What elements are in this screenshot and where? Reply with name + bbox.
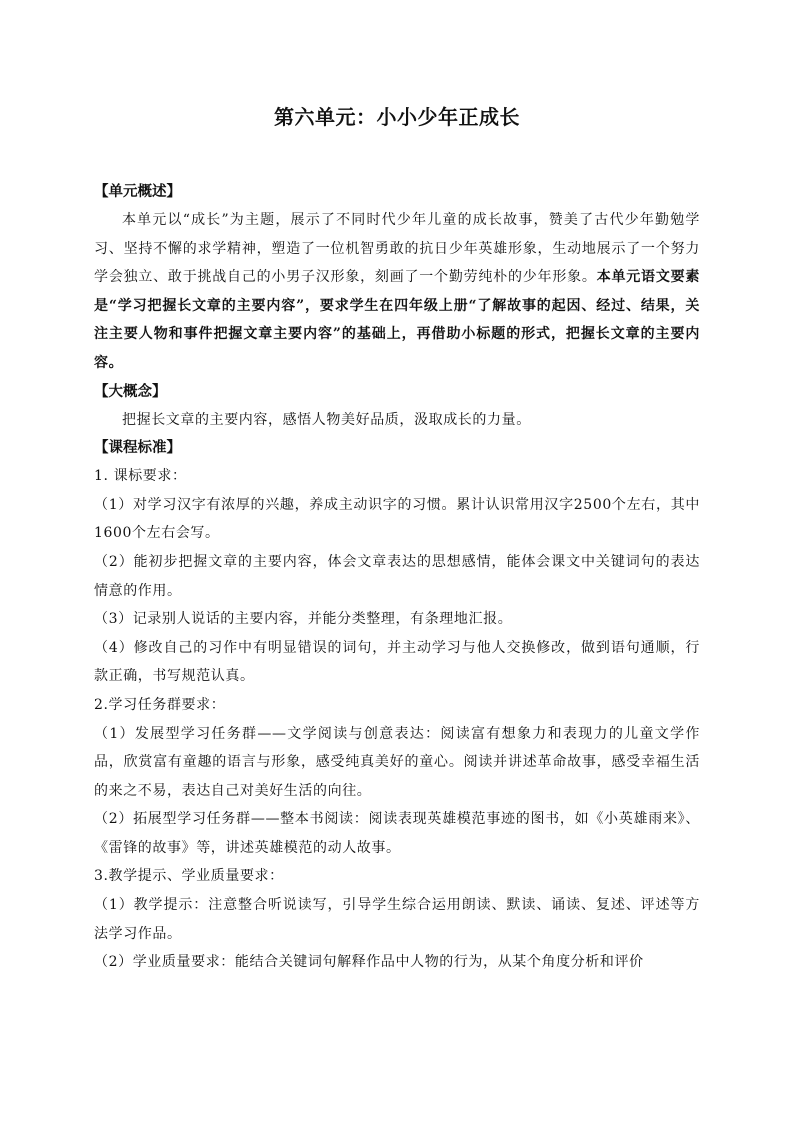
item1-title: 1. 课标要求： bbox=[94, 468, 187, 485]
overview-paragraph bbox=[94, 206, 700, 378]
document-title: 第六单元：小小少年正成长 bbox=[274, 105, 520, 129]
item1-point3: （3）记录别人说话的主要内容，并能分类整理，有条理地汇报。 bbox=[94, 611, 513, 628]
overview-text-emphasis: 本单元语文要素是“学习把握长文章的主要内容”，要求学生在四年级上册“了解故事的起因、经过、结果，关注主要人物和事件把握文章主要内容”的基础上，再借助小标题的形式，把握长文章的主要内容。 bbox=[94, 269, 700, 371]
item2-title: 2.学习任务群要求： bbox=[94, 696, 226, 713]
section-heading-overview: 【单元概述】 bbox=[94, 183, 181, 200]
item3-point2: （2）学业质量要求：能结合关键词句解释作品中人物的行为，从某个角度分析和评价 bbox=[94, 954, 644, 971]
overview-text: 本单元以“成长”为主题，展示了不同时代少年儿童的成长故事，赞美了古代少年勤勉学习、坚持不懈的求学精神，塑造了一位机智勇敢的抗日少年英雄形象，生动地展示了一个努力学会独立、敢于挑战自己的小男子汉形象，刻画了一个勤劳纯朴的少年形象。 bbox=[94, 212, 700, 286]
item2-point2: （2）拓展型学习任务群——整本书阅读：阅读表现英雄模范事迹的图书，如《小英雄雨来》、《雷锋的故事》等，讲述英雄模范的动人故事。 bbox=[94, 811, 700, 856]
item3-point1: （1）教学提示：注意整合听说读写，引导学生综合运用朗读、默读、诵读、复述、评述等方法学习作品。 bbox=[94, 897, 700, 942]
big-concept-paragraph: 把握长文章的主要内容，感悟人物美好品质，汲取成长的力量。 bbox=[122, 411, 531, 428]
section-heading-big-concept: 【大概念】 bbox=[94, 382, 167, 400]
section-heading-standards: 【课程标准】 bbox=[94, 439, 181, 457]
item1-point4: （4）修改自己的习作中有明显错误的词句，并主动学习与他人交换修改，做到语句通顺，行款正确，书写规范认真。 bbox=[94, 639, 700, 685]
item1-point2: （2）能初步把握文章的主要内容，体会文章表达的思想感情，能体会课文中关键词句的表达情意的作用。 bbox=[94, 553, 700, 599]
item1-point1: （1）对学习汉字有浓厚的兴趣，养成主动识字的习惯。累计认识常用汉字2500个左右，其中1600个左右会写。 bbox=[94, 496, 700, 542]
item2-point1: （1）发展型学习任务群——文学阅读与创意表达：阅读富有想象力和表现力的儿童文学作品，欣赏富有童趣的语言与形象，感受纯真美好的童心。阅读并讲述革命故事，感受幸福生活的来之不易，表达自己对美好生活的向往。 bbox=[94, 725, 700, 799]
item3-title: 3.教学提示、学业质量要求： bbox=[94, 868, 284, 885]
